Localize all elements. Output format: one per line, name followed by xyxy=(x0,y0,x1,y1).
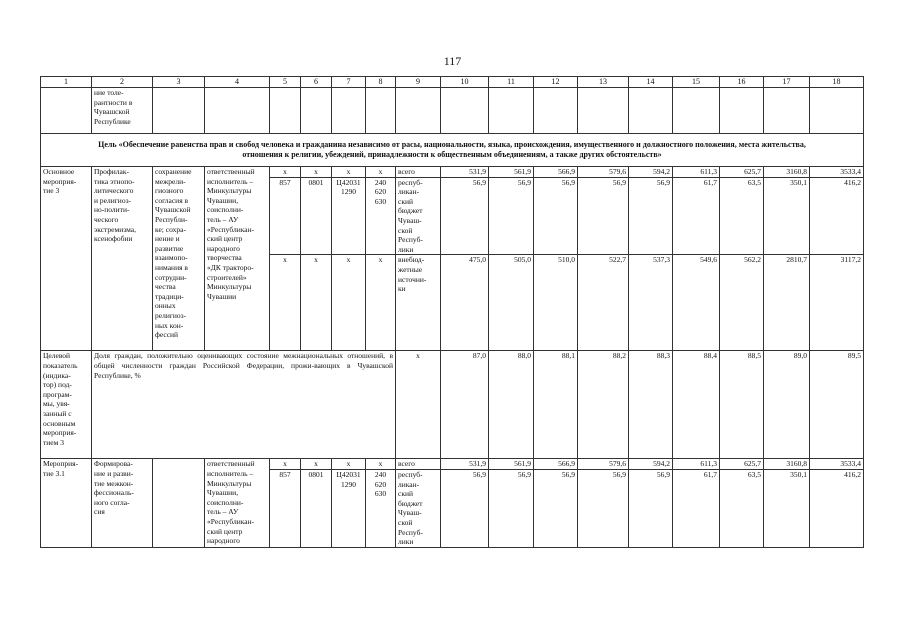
column-number: 14 xyxy=(629,77,673,88)
cell-value: 416,2 xyxy=(810,469,864,547)
cell-value: 531,9 xyxy=(441,167,489,178)
cell-grbs: 857 xyxy=(270,469,301,547)
indicator-value: 87,0 xyxy=(441,351,489,459)
cell-value: 350,1 xyxy=(764,469,810,547)
cell-value: 594,2 xyxy=(629,167,673,178)
cell-target-article: x xyxy=(332,167,366,178)
main-event-title: Профилак- тика этнопо- литического и религиоз- но-полити- ческого экстремизма, ксенофобии xyxy=(92,167,153,351)
column-number: 3 xyxy=(153,77,205,88)
cell-value: 594,2 xyxy=(629,459,673,470)
indicator-row xyxy=(41,351,864,459)
cell-expense-group: 240 620 630 xyxy=(366,177,396,255)
cell-target-article: Ц42031 1290 xyxy=(332,177,366,255)
cell-value: 611,3 xyxy=(673,167,720,178)
cell-value: 2810,7 xyxy=(764,255,810,351)
main-event-total-row xyxy=(41,167,864,178)
cell-value: 611,3 xyxy=(673,459,720,470)
cell-expense-group: 240 620 630 xyxy=(366,469,396,547)
cell-expense-group: x xyxy=(366,255,396,351)
cell-value: 56,9 xyxy=(629,469,673,547)
cell-source: респуб- ликан- ский бюджет Чуваш- ской Респуб- лики xyxy=(396,469,441,547)
cell-value: 505,0 xyxy=(489,255,534,351)
cell-value: 56,9 xyxy=(578,469,629,547)
event-goal xyxy=(153,459,205,547)
column-number: 5 xyxy=(270,77,301,88)
cell-value: 561,9 xyxy=(489,167,534,178)
cell-grbs: x xyxy=(270,459,301,470)
cell-value: 56,9 xyxy=(441,177,489,255)
cell-section: 0801 xyxy=(301,177,332,255)
cell-value: 56,9 xyxy=(578,177,629,255)
cell-section: 0801 xyxy=(301,469,332,547)
cell-value: 3160,8 xyxy=(764,167,810,178)
cell-value: 416,2 xyxy=(810,177,864,255)
cell-value: 579,6 xyxy=(578,167,629,178)
cell-grbs: x xyxy=(270,255,301,351)
cell-value: 579,6 xyxy=(578,459,629,470)
cell-source: x xyxy=(396,351,441,459)
cell-value: 61,7 xyxy=(673,177,720,255)
cell-section: x xyxy=(301,459,332,470)
cell-value: 510,0 xyxy=(534,255,578,351)
cell-value: 56,9 xyxy=(489,177,534,255)
cell-expense-group: x xyxy=(366,459,396,470)
column-number: 4 xyxy=(205,77,270,88)
indicator-value: 89,5 xyxy=(810,351,864,459)
indicator-text: Доля граждан, положительно оценивающих состояние межнациональных отношений, в общей численности граждан Российской Федерации, прожи-вающих в Чувашской Республике, % xyxy=(92,351,396,459)
column-number: 13 xyxy=(578,77,629,88)
column-number: 2 xyxy=(92,77,153,88)
cell-value: 566,9 xyxy=(534,167,578,178)
column-number: 16 xyxy=(720,77,764,88)
cell-value: 350,1 xyxy=(764,177,810,255)
cell-source: респуб- ликан- ский бюджет Чуваш- ской Респуб- лики xyxy=(396,177,441,255)
cell-value: 56,9 xyxy=(629,177,673,255)
cell-value: 3533,4 xyxy=(810,167,864,178)
column-number: 1 xyxy=(41,77,92,88)
cell-source: всего xyxy=(396,167,441,178)
main-event-name: Основное мероприя- тие 3 xyxy=(41,167,92,351)
cell-value: 549,6 xyxy=(673,255,720,351)
column-number-row xyxy=(41,77,864,88)
main-event-executor: ответственный исполнитель – Минкультуры Чувашии, соисполни- тель – АУ «Республикан- ский центр народного творчества «ДК тракторо- строителей» Минкультуры Чувашии xyxy=(205,167,270,351)
indicator-value: 88,4 xyxy=(673,351,720,459)
column-number: 9 xyxy=(396,77,441,88)
cell-value: 561,9 xyxy=(489,459,534,470)
cell-grbs: x xyxy=(270,167,301,178)
cell-target-article: x xyxy=(332,255,366,351)
column-number: 7 xyxy=(332,77,366,88)
page-number: 117 xyxy=(443,54,462,68)
cell-value: 625,7 xyxy=(720,167,764,178)
cell-section: x xyxy=(301,255,332,351)
goal-text: Цель «Обеспечение равенства прав и свобод человека и гражданина независимо от расы, национальности, языка, происхождения, имущественного и должностного положения, места жительства, отношения к религии, убеждений, принадлежности к общественным объединениям, а также других обстоятельств» xyxy=(41,134,864,167)
cell-value: 56,9 xyxy=(441,469,489,547)
cell-grbs: 857 xyxy=(270,177,301,255)
indicator-value: 88,0 xyxy=(489,351,534,459)
cell-value: 537,3 xyxy=(629,255,673,351)
cell-value: 56,9 xyxy=(489,469,534,547)
column-number: 18 xyxy=(810,77,864,88)
column-number: 12 xyxy=(534,77,578,88)
event-total-row xyxy=(41,459,864,470)
cell-value: 531,9 xyxy=(441,459,489,470)
indicator-name: Целевой показатель (индика- тор) под- програм- мы, увя- занный с основным мероприя- тием 3 xyxy=(41,351,92,459)
column-number: 17 xyxy=(764,77,810,88)
cell-value: 566,9 xyxy=(534,459,578,470)
cell-value: 475,0 xyxy=(441,255,489,351)
indicator-value: 88,2 xyxy=(578,351,629,459)
indicator-value: 88,5 xyxy=(720,351,764,459)
cell-value: 3533,4 xyxy=(810,459,864,470)
cell-value: 61,7 xyxy=(673,469,720,547)
budget-table xyxy=(40,76,864,548)
cell-value: 63,5 xyxy=(720,469,764,547)
event-name: Мероприя- тие 3.1 xyxy=(41,459,92,547)
cell-value: 522,7 xyxy=(578,255,629,351)
column-number: 6 xyxy=(301,77,332,88)
event-title: Формирова- ние и разви- тие межкон- фессиональ- ного согла- сия xyxy=(92,459,153,547)
cell-source: внебюд- жетные источни- ки xyxy=(396,255,441,351)
continued-row xyxy=(41,88,864,134)
cell-value: 3117,2 xyxy=(810,255,864,351)
continued-text: ние толе- рантности в Чувашской Республике xyxy=(92,88,153,134)
main-event-goal: сохранение межрели- гиозного согласия в Чувашской Республи- ке; сохра- нение и развитие взаимопо- нимания в сотрудни- чества традици- онных религиоз- ных кон- фессий xyxy=(153,167,205,351)
indicator-value: 89,0 xyxy=(764,351,810,459)
cell-source: всего xyxy=(396,459,441,470)
cell-value: 56,9 xyxy=(534,469,578,547)
column-number: 8 xyxy=(366,77,396,88)
cell-expense-group: x xyxy=(366,167,396,178)
cell-target-article: x xyxy=(332,459,366,470)
goal-row xyxy=(41,134,864,167)
column-number: 10 xyxy=(441,77,489,88)
cell-section: x xyxy=(301,167,332,178)
indicator-value: 88,3 xyxy=(629,351,673,459)
cell-value: 625,7 xyxy=(720,459,764,470)
cell-value: 3160,8 xyxy=(764,459,810,470)
event-executor: ответственный исполнитель – Минкультуры Чувашии, соисполни- тель – АУ «Республикан- ский центр народного xyxy=(205,459,270,547)
column-number: 11 xyxy=(489,77,534,88)
indicator-value: 88,1 xyxy=(534,351,578,459)
cell-target-article: Ц42031 1290 xyxy=(332,469,366,547)
cell-value: 63,5 xyxy=(720,177,764,255)
column-number: 15 xyxy=(673,77,720,88)
cell-value: 562,2 xyxy=(720,255,764,351)
cell-value: 56,9 xyxy=(534,177,578,255)
